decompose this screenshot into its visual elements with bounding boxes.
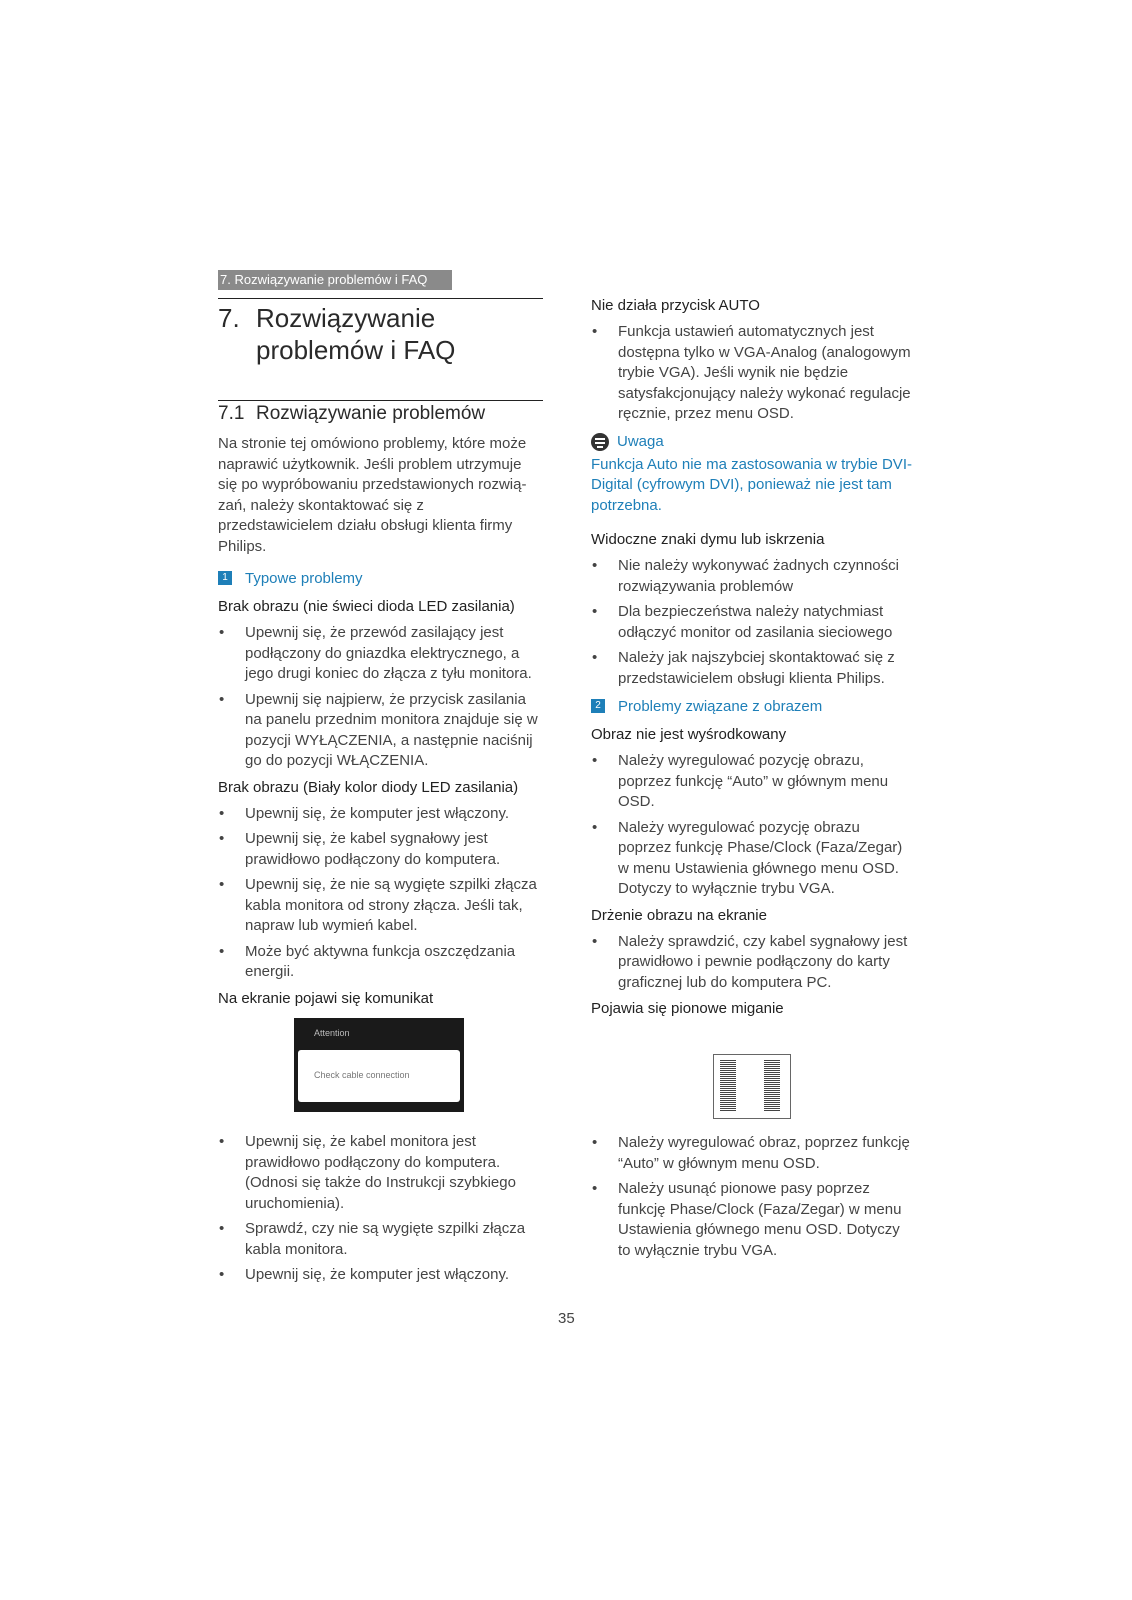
chapter-title — [218, 302, 455, 366]
vertical-flicker-pattern-image — [713, 1054, 791, 1119]
list-item: • Sprawdź, czy nie są wygięte szpilki złącza kabla monitora. — [218, 1219, 543, 1260]
note-label: Uwaga — [617, 433, 664, 450]
chapter-title-line1: Rozwiązywanie — [256, 303, 436, 333]
subheading-vertical-flicker: Pojawia się pionowe miganie — [591, 1000, 784, 1017]
list-item: • Nie należy wykonywać żadnych czynności rozwiązywania problemów — [591, 556, 916, 597]
section-rule — [218, 400, 543, 401]
note-heading — [591, 431, 916, 453]
section-heading: Typowe problemy — [245, 569, 363, 587]
section-number: 7.1 — [218, 403, 245, 424]
list-item: • Należy wyregulować pozycję obrazu, poprzez funkcję “Auto” w głównym menu OSD. — [591, 751, 916, 813]
bullet-list — [218, 804, 543, 983]
subheading-smoke-sparks: Widoczne znaki dymu lub iskrzenia — [591, 531, 825, 548]
list-item: • Należy sprawdzić, czy kabel sygnałowy jest prawidłowo i pewnie podłączony do karty graficznej lub do komputera PC. — [591, 932, 916, 994]
chapter-number: 7. — [218, 303, 240, 333]
page-number: 35 — [558, 1310, 575, 1327]
section-problemy-z-obrazem — [591, 695, 916, 717]
right-column-lower — [591, 1133, 916, 1266]
list-item: • Należy wyregulować pozycję obrazu poprzez funkcję Phase/Clock (Faza/Zegar) w menu Ustawienia głównego menu OSD. Dotyczy to wyłącznie trybu VGA. — [591, 818, 916, 900]
list-item: • Może być aktywna funkcja oszczędzania energii. — [218, 942, 543, 983]
osd-panel — [298, 1050, 460, 1102]
subheading-no-picture-led-white: Brak obrazu (Biały kolor diody LED zasilania) — [218, 778, 519, 796]
osd-attention-dialog — [294, 1018, 464, 1112]
chapter-rule — [218, 298, 543, 299]
bullet-list — [591, 751, 916, 900]
header-tag: 7. Rozwiązywanie problemów i FAQ — [218, 270, 452, 290]
bullet-list — [591, 1133, 916, 1261]
bullet-list — [591, 556, 916, 689]
section-title-text: Rozwiązywanie problemów — [256, 403, 486, 424]
section-title — [218, 402, 485, 426]
list-item: • Należy usunąć pionowe pasy poprzez funkcję Phase/Clock (Faza/Zegar) w menu Ustawienia głównego menu OSD. Dotyczy to wyłącznie trybu VGA. — [591, 1179, 916, 1261]
subheading-image-vibrates: Drżenie obrazu na ekranie — [591, 906, 767, 924]
list-item: • Upewnij się, że nie są wygięte szpilki złącza kabla monitora od strony złącza. Jeśli tak, napraw lub wymień kabel. — [218, 875, 543, 937]
list-item: • Upewnij się, że kabel monitora jest prawidłowo podłączony do komputera. (Odnosi się także do Instrukcji szybkiego uruchomienia). — [218, 1132, 543, 1214]
intro-paragraph: Na stronie tej omówiono problemy, które może naprawić użytkownik. Jeśli problem utrzymuje się po wypróbowaniu przedstawionych rozwią-zań, należy skontaktować się z przedstawicielem działu obsługi klienta firmy Philips. — [218, 435, 527, 555]
section-typowe-problemy — [218, 567, 543, 589]
list-item: • Należy wyregulować obraz, poprzez funkcję “Auto” w głównym menu OSD. — [591, 1133, 916, 1174]
section-number-badge: 2 — [591, 699, 605, 713]
bullet-list — [218, 1132, 543, 1286]
list-item: • Należy jak najszybciej skontaktować się z przedstawicielem obsługi klienta Philips. — [591, 648, 916, 689]
bullet-list — [591, 322, 916, 425]
right-column — [591, 296, 916, 1019]
list-item: • Upewnij się najpierw, że przycisk zasilania na panelu przednim monitora znajduje się w pozycji WYŁĄCZENIA, a następnie naciśnij go do pozycji WŁĄCZENIA. — [218, 690, 543, 772]
list-item: • Upewnij się, że przewód zasilający jest podłączony do gniazdka elektrycznego, a jego drugi koniec do złącza z tyłu monitora. — [218, 623, 543, 685]
section-number-badge: 1 — [218, 571, 232, 585]
osd-message: Check cable connection — [314, 1070, 410, 1080]
list-item: • Funkcja ustawień automatycznych jest dostępna tylko w VGA-Analog (analogowym trybie VGA). Jeśli wynik nie będzie satysfakcjonujący należy wykonać regulacje ręcznie, przez menu OSD. — [591, 322, 916, 425]
subheading-image-not-centered: Obraz nie jest wyśrodkowany — [591, 726, 787, 743]
section-heading: Problemy związane z obrazem — [618, 697, 823, 715]
list-item: • Upewnij się, że komputer jest włączony. — [218, 804, 543, 825]
list-item: • Upewnij się, że kabel sygnałowy jest prawidłowo podłączony do komputera. — [218, 829, 543, 870]
list-item: • Upewnij się, że komputer jest włączony. — [218, 1265, 543, 1286]
left-column — [218, 434, 543, 1009]
subheading-no-picture-led-off: Brak obrazu (nie świeci dioda LED zasilania) — [218, 598, 515, 615]
note-text: Funkcja Auto nie ma zastosowania w trybie DVI-Digital (cyfrowym DVI), ponieważ nie jest tam potrzebna. — [591, 455, 912, 514]
subheading-message-appears: Na ekranie pojawi się komunikat — [218, 989, 434, 1007]
note-icon — [591, 433, 609, 451]
bullet-list — [218, 623, 543, 772]
chapter-title-line2: problemów i FAQ — [256, 335, 456, 365]
list-item: • Dla bezpieczeństwa należy natychmiast odłączyć monitor od zasilania sieciowego — [591, 602, 916, 643]
subheading-auto-button: Nie działa przycisk AUTO — [591, 297, 760, 314]
left-column-lower — [218, 1132, 543, 1291]
osd-title: Attention — [314, 1028, 350, 1038]
bullet-list — [591, 932, 916, 994]
